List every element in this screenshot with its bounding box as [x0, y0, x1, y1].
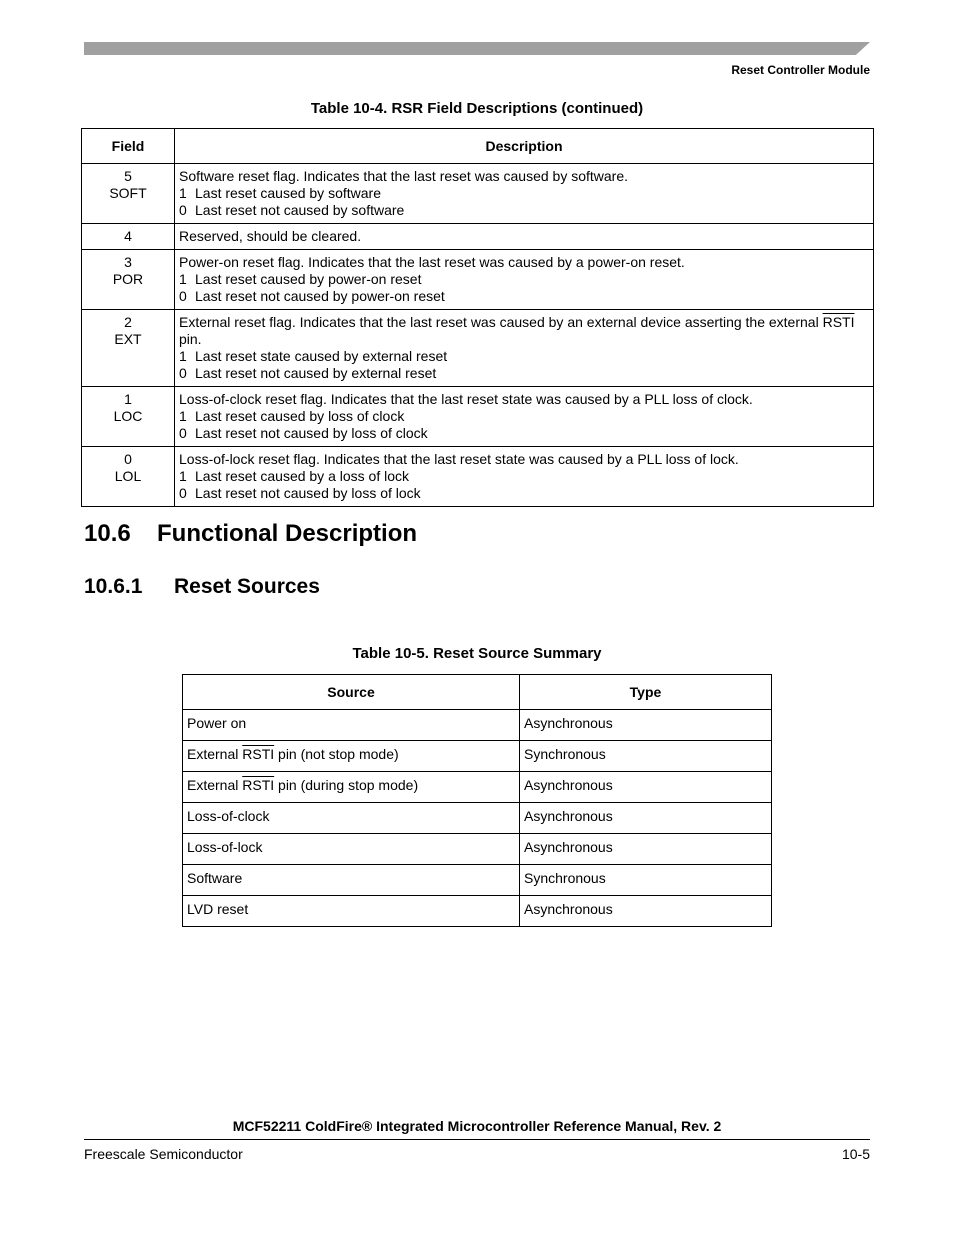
description-cell	[175, 310, 874, 387]
source-text-part: External	[187, 777, 243, 793]
source-text-part: pin (during stop mode)	[274, 777, 419, 793]
option-line	[179, 271, 869, 288]
type-cell: Asynchronous	[520, 772, 772, 803]
option-key: 1	[179, 408, 187, 424]
option-text: Last reset caused by power-on reset	[195, 271, 422, 287]
column-header-description: Description	[175, 129, 874, 164]
option-text: Last reset not caused by software	[195, 202, 405, 218]
description-text: Software reset flag. Indicates that the last reset was caused by software.	[179, 168, 629, 184]
table-row	[183, 896, 772, 927]
header-bar	[84, 42, 870, 55]
description-cell	[175, 447, 874, 507]
type-cell: Asynchronous	[520, 710, 772, 741]
table-row	[82, 447, 874, 507]
option-key: 0	[179, 485, 187, 501]
description-cell	[175, 164, 874, 224]
option-key: 0	[179, 288, 187, 304]
option-line	[179, 288, 869, 305]
footer-company: Freescale Semiconductor	[84, 1146, 243, 1162]
field-cell	[82, 164, 175, 224]
option-text: Last reset caused by a loss of lock	[195, 468, 409, 484]
description-text-part: External reset flag. Indicates that the last reset was caused by an external device asserting the external	[179, 314, 823, 330]
source-cell: Software	[183, 865, 520, 896]
table-row	[183, 803, 772, 834]
column-header-type: Type	[520, 675, 772, 710]
field-bit: 2	[124, 314, 132, 330]
type-cell: Asynchronous	[520, 803, 772, 834]
option-key: 1	[179, 271, 187, 287]
table-header-row	[183, 675, 772, 710]
footer-manual-title: MCF52211 ColdFire® Integrated Microcontroller Reference Manual, Rev. 2	[232, 1118, 722, 1134]
field-bit: 1	[124, 391, 132, 407]
option-key: 1	[179, 185, 187, 201]
description-cell	[175, 387, 874, 447]
source-cell	[183, 741, 520, 772]
option-line	[179, 485, 869, 502]
type-cell: Synchronous	[520, 865, 772, 896]
signal-name-rsti: RSTI	[242, 746, 275, 762]
footer-page-number: 10-5	[841, 1146, 870, 1162]
option-text: Last reset not caused by power-on reset	[195, 288, 445, 304]
option-text: Last reset caused by loss of clock	[195, 408, 405, 424]
footer-divider	[84, 1139, 870, 1140]
table-row	[82, 250, 874, 310]
source-cell	[183, 772, 520, 803]
running-head: Reset Controller Module	[731, 63, 870, 77]
option-text: Last reset not caused by loss of clock	[195, 425, 428, 441]
field-name: LOL	[114, 468, 142, 484]
type-cell: Asynchronous	[520, 834, 772, 865]
option-text: Last reset state caused by external reset	[195, 348, 448, 364]
field-name: SOFT	[109, 185, 147, 201]
option-text: Last reset caused by software	[195, 185, 381, 201]
description-cell	[175, 250, 874, 310]
subsection-number: 10.6.1	[84, 575, 143, 598]
table-row	[82, 387, 874, 447]
source-cell: LVD reset	[183, 896, 520, 927]
description-text	[179, 314, 869, 348]
type-cell: Synchronous	[520, 741, 772, 772]
description-text: Reserved, should be cleared.	[179, 228, 362, 244]
signal-name-rsti: RSTI	[822, 314, 855, 330]
description-text: Loss-of-lock reset flag. Indicates that the last reset state was caused by a PLL loss of lock.	[179, 451, 739, 467]
source-text-part: pin (not stop mode)	[274, 746, 399, 762]
table-row	[183, 741, 772, 772]
source-cell: Loss-of-lock	[183, 834, 520, 865]
description-cell	[175, 224, 874, 250]
table-caption-source: Table 10-5. Reset Source Summary	[352, 645, 602, 662]
option-key: 1	[179, 468, 187, 484]
field-cell	[82, 310, 175, 387]
field-bit: 5	[124, 168, 132, 184]
table-row	[183, 772, 772, 803]
option-key: 0	[179, 425, 187, 441]
option-line	[179, 348, 869, 365]
table-row	[82, 224, 874, 250]
option-text: Last reset not caused by loss of lock	[195, 485, 421, 501]
source-cell: Loss-of-clock	[183, 803, 520, 834]
source-cell: Power on	[183, 710, 520, 741]
field-bit: 3	[124, 254, 132, 270]
field-bit: 4	[124, 228, 132, 244]
option-line	[179, 468, 869, 485]
rsr-field-table	[81, 128, 874, 507]
table-row	[82, 310, 874, 387]
option-line	[179, 425, 869, 442]
field-cell	[82, 447, 175, 507]
field-bit: 0	[124, 451, 132, 467]
section-heading	[84, 520, 417, 548]
field-cell	[82, 387, 175, 447]
field-cell	[82, 250, 175, 310]
type-cell: Asynchronous	[520, 896, 772, 927]
column-header-field: Field	[82, 129, 175, 164]
option-line	[179, 202, 869, 219]
option-text: Last reset not caused by external reset	[195, 365, 437, 381]
description-text: Power-on reset flag. Indicates that the last reset was caused by a power-on reset.	[179, 254, 685, 270]
option-line	[179, 185, 869, 202]
signal-name-rsti: RSTI	[242, 777, 275, 793]
option-line	[179, 365, 869, 382]
table-row	[183, 865, 772, 896]
description-text-part: pin.	[179, 331, 202, 347]
section-number: 10.6	[84, 520, 131, 547]
option-key: 0	[179, 365, 187, 381]
table-caption-rsr: Table 10-4. RSR Field Descriptions (continued)	[310, 100, 644, 117]
table-row	[82, 164, 874, 224]
description-text: Loss-of-clock reset flag. Indicates that the last reset state was caused by a PLL loss of clock.	[179, 391, 753, 407]
field-name: POR	[112, 271, 144, 287]
column-header-source: Source	[183, 675, 520, 710]
field-name: EXT	[114, 331, 142, 347]
subsection-title: Reset Sources	[174, 575, 320, 598]
field-name: LOC	[113, 408, 143, 424]
reset-source-table	[182, 674, 772, 927]
section-title: Functional Description	[157, 520, 418, 547]
option-key: 1	[179, 348, 187, 364]
table-header-row	[82, 129, 874, 164]
option-key: 0	[179, 202, 187, 218]
table-row	[183, 710, 772, 741]
table-row	[183, 834, 772, 865]
subsection-heading	[84, 575, 320, 599]
source-text-part: External	[187, 746, 243, 762]
option-line	[179, 408, 869, 425]
field-cell	[82, 224, 175, 250]
